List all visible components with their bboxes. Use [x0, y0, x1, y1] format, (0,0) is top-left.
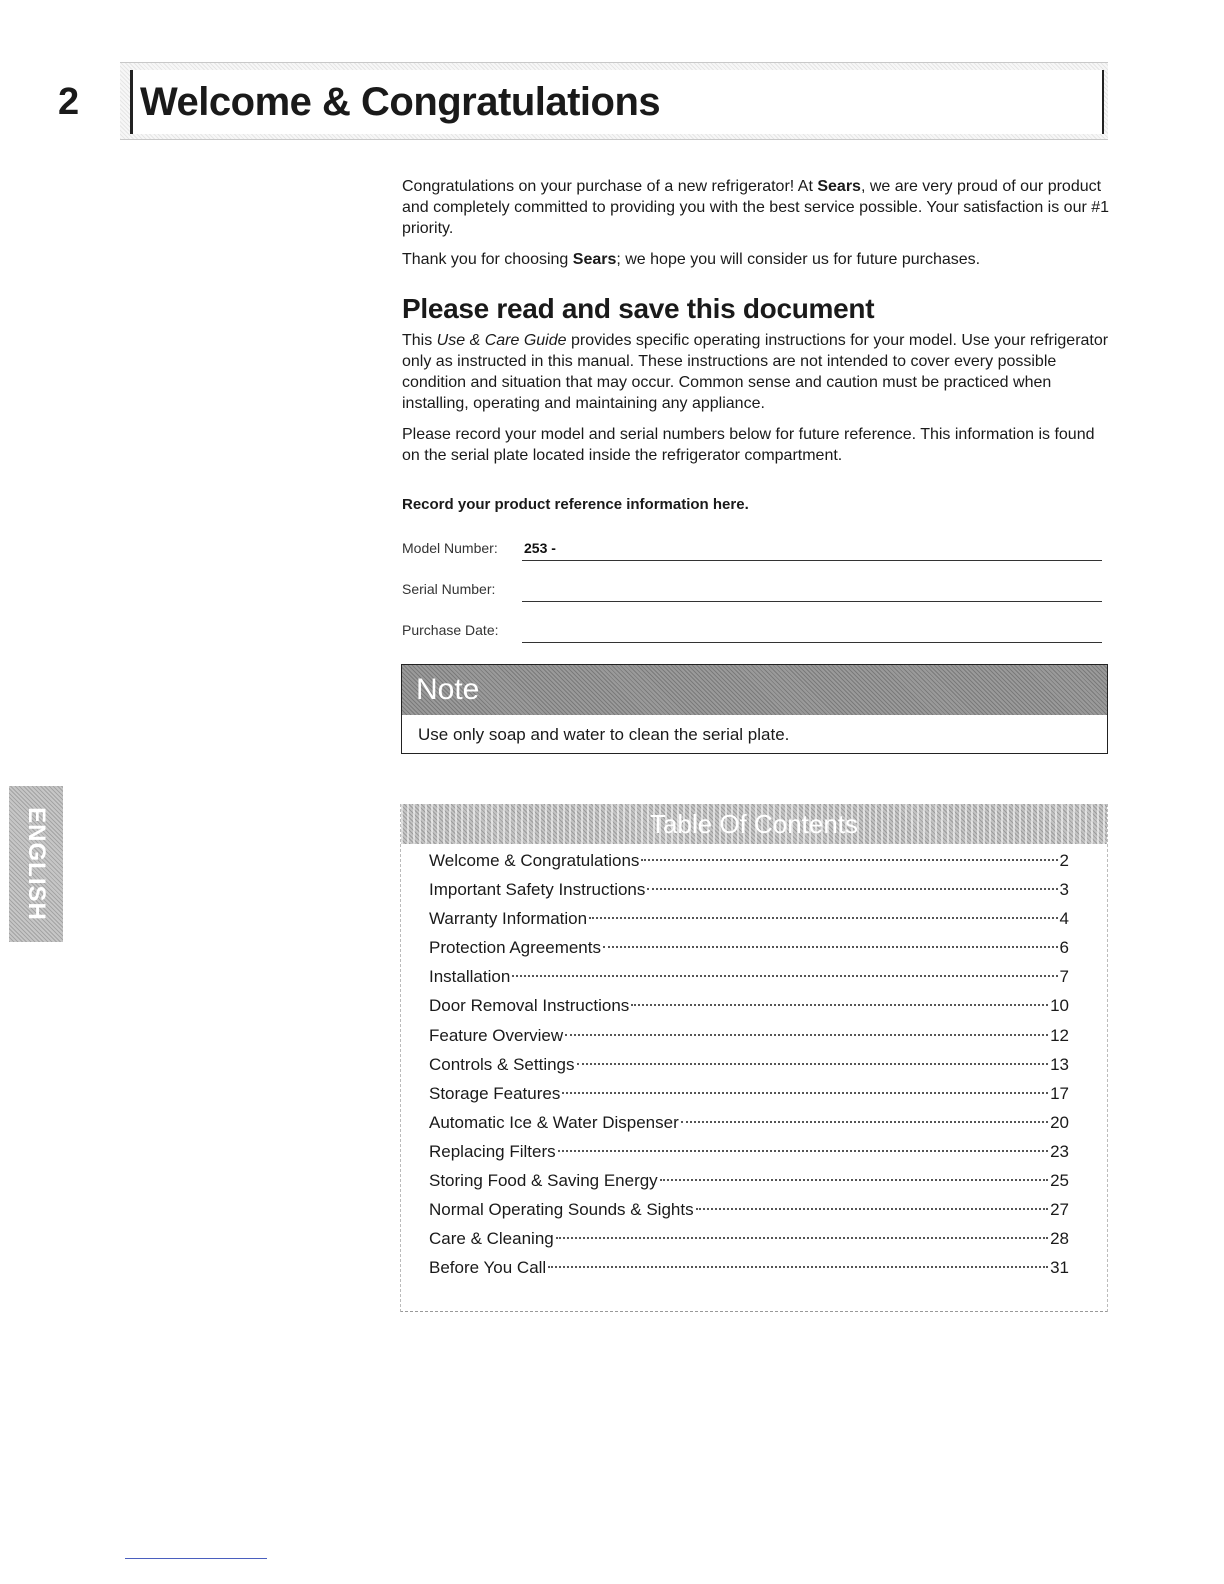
- toc-item-label: Protection Agreements: [429, 938, 601, 958]
- record-row-model: [402, 528, 1112, 569]
- toc-item[interactable]: [429, 1253, 1069, 1282]
- toc-item[interactable]: [429, 875, 1069, 904]
- toc-item-page: 13: [1050, 1054, 1069, 1074]
- record-row-purchase-date: [402, 610, 1112, 651]
- language-tab-label: ENGLISH: [23, 807, 50, 921]
- toc-leader-dots: [565, 1034, 1048, 1036]
- footer-rule: [125, 1558, 267, 1559]
- toc-item-page: 4: [1059, 909, 1069, 929]
- toc-leader-dots: [562, 1092, 1048, 1094]
- toc-leader-dots: [631, 1004, 1048, 1006]
- read-text: This: [402, 332, 437, 349]
- toc-item-page: 10: [1050, 996, 1069, 1016]
- toc-item-label: Storage Features: [429, 1083, 561, 1103]
- intro-text: Thank you for choosing: [402, 251, 573, 268]
- toc-leader-dots: [641, 859, 1057, 861]
- serial-number-label: Serial Number:: [402, 581, 496, 597]
- toc-item-label: Feature Overview: [429, 1025, 564, 1045]
- page-title: Welcome & Congratulations: [140, 80, 661, 124]
- model-number-field[interactable]: [522, 536, 1102, 561]
- note-text: Use only soap and water to clean the serial plate.: [418, 725, 790, 744]
- note-header: [402, 665, 1107, 715]
- purchase-date-field[interactable]: [522, 618, 1102, 643]
- intro-text: , we are very proud of our product and completely committed to providing you with the best service possible. Your satisfaction is our #1 priority.: [402, 178, 1110, 237]
- toc-header: [401, 804, 1107, 844]
- toc-leader-dots: [589, 917, 1057, 919]
- toc-item-page: 17: [1050, 1083, 1069, 1103]
- toc-item[interactable]: [429, 1079, 1069, 1108]
- main-content: [402, 176, 1112, 651]
- toc-item-page: 27: [1050, 1200, 1069, 1220]
- intro-paragraph-1: [402, 176, 1112, 239]
- toc-title: Table Of Contents: [649, 809, 859, 839]
- language-tab: [9, 786, 63, 942]
- toc-item-label: Storing Food & Saving Energy: [429, 1171, 658, 1191]
- toc-leader-dots: [556, 1237, 1048, 1239]
- toc-item-label: Normal Operating Sounds & Sights: [429, 1200, 694, 1220]
- read-text: provides specific operating instructions for your model. Use your refrigerator only as instructed in this manual. These instructions are not intended to cover every possible condition and situation that may occur. Common sense and caution must be practiced when installing, operating and maintaining any appliance.: [402, 332, 1109, 412]
- brand-name: Sears: [572, 251, 617, 268]
- toc-item[interactable]: [429, 904, 1069, 933]
- toc-item-page: 12: [1050, 1025, 1069, 1045]
- toc-list: [429, 846, 1069, 1282]
- toc-item-label: Welcome & Congratulations: [429, 851, 640, 870]
- toc-item-page: 23: [1050, 1141, 1069, 1161]
- toc-item-page: 6: [1059, 938, 1069, 958]
- toc-item-label: Automatic Ice & Water Dispenser: [429, 1112, 679, 1132]
- toc-item[interactable]: [429, 933, 1069, 962]
- intro-text: ; we hope you will consider us for future purchases.: [616, 251, 981, 268]
- toc-item[interactable]: [429, 991, 1069, 1020]
- record-heading: Record your product reference information here.: [402, 496, 749, 513]
- toc-leader-dots: [548, 1266, 1048, 1268]
- toc-item[interactable]: [429, 1137, 1069, 1166]
- note-box: [401, 664, 1108, 754]
- model-number-label: Model Number:: [402, 540, 498, 556]
- brand-name: Sears: [817, 178, 861, 195]
- toc-item-page: 25: [1050, 1171, 1069, 1191]
- toc-item-page: 3: [1059, 880, 1069, 900]
- toc-item[interactable]: [429, 1021, 1069, 1050]
- toc-leader-dots: [647, 888, 1057, 890]
- toc-item-label: Installation: [429, 967, 511, 987]
- guide-name: Use & Care Guide: [436, 332, 567, 349]
- toc-leader-dots: [603, 946, 1058, 948]
- toc-item-label: Important Safety Instructions: [429, 880, 646, 900]
- toc-leader-dots: [558, 1150, 1048, 1152]
- section-heading: Please read and save this document: [402, 293, 875, 324]
- serial-number-field[interactable]: [522, 577, 1102, 602]
- page-number: 2: [58, 81, 80, 123]
- toc-item[interactable]: [429, 1195, 1069, 1224]
- toc-item-page: 2: [1059, 851, 1069, 870]
- note-title: Note: [416, 673, 480, 706]
- table-of-contents: [400, 804, 1108, 1312]
- toc-leader-dots: [512, 975, 1057, 977]
- toc-leader-dots: [681, 1121, 1048, 1123]
- toc-item-label: Before You Call: [429, 1258, 547, 1278]
- toc-item[interactable]: [429, 846, 1069, 875]
- record-row-serial: [402, 569, 1112, 610]
- toc-leader-dots: [696, 1208, 1048, 1210]
- purchase-date-label: Purchase Date:: [402, 622, 499, 638]
- toc-item-page: 7: [1059, 967, 1069, 987]
- toc-item[interactable]: [429, 1224, 1069, 1253]
- read-paragraph-2: Please record your model and serial numbers below for future reference. This information is found on the serial plate located inside the refrigerator compartment.: [402, 426, 1095, 464]
- read-paragraph-1: [402, 330, 1112, 414]
- toc-item-label: Door Removal Instructions: [429, 996, 630, 1016]
- toc-item-label: Controls & Settings: [429, 1054, 575, 1074]
- toc-item[interactable]: [429, 1166, 1069, 1195]
- intro-paragraph-2: [402, 249, 1112, 270]
- toc-leader-dots: [660, 1179, 1048, 1181]
- intro-text: Congratulations on your purchase of a new refrigerator! At: [402, 178, 818, 195]
- toc-item-label: Care & Cleaning: [429, 1229, 554, 1249]
- toc-item[interactable]: [429, 1050, 1069, 1079]
- toc-item-page: 28: [1050, 1229, 1069, 1249]
- model-number-value: 253 -: [524, 540, 556, 556]
- toc-item[interactable]: [429, 1108, 1069, 1137]
- toc-item-page: 20: [1050, 1112, 1069, 1132]
- toc-leader-dots: [577, 1063, 1049, 1065]
- toc-item-label: Warranty Information: [429, 909, 588, 929]
- toc-item-page: 31: [1050, 1258, 1069, 1278]
- toc-item[interactable]: [429, 962, 1069, 991]
- toc-item-label: Replacing Filters: [429, 1141, 556, 1161]
